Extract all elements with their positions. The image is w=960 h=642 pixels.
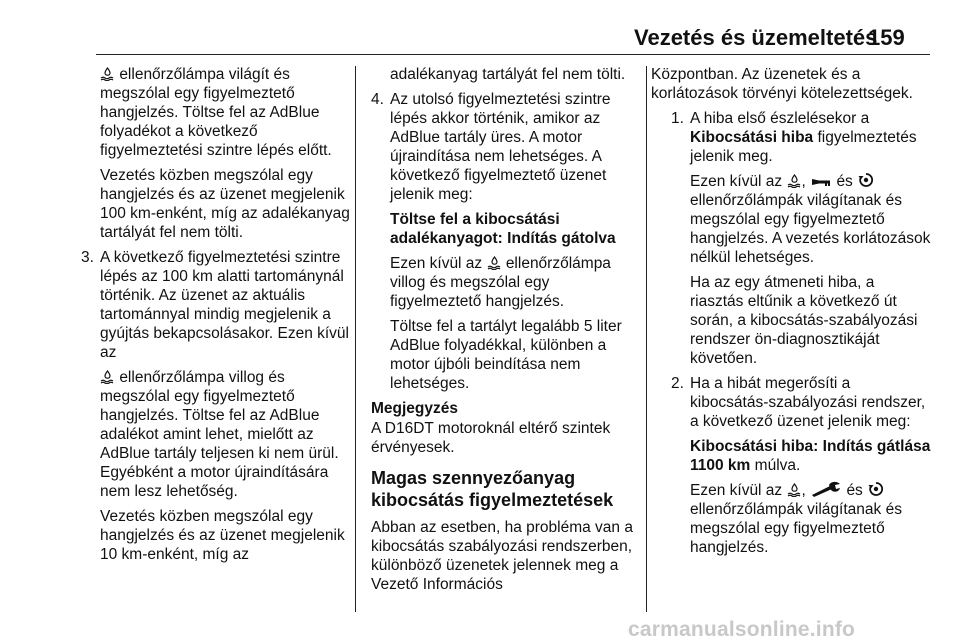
list-item — [371, 90, 633, 393]
warning-message-text: Kibocsátási hiba: Indítás gátlása 1100 km — [690, 438, 931, 474]
text: , — [801, 173, 806, 190]
list-number: 2. — [671, 375, 684, 392]
text: A következő figyelmeztetési szintre lépés az 100 km alatti tartománynál történik. Az üzenet az aktuális tartománnyal mindig megjelenik a gyújtás bekapcsolásakor. Ezen kívül az — [100, 249, 349, 361]
column-3 — [651, 65, 931, 563]
text: Ezen kívül az — [690, 482, 783, 499]
text: A hiba első észlelésekor a — [690, 110, 870, 127]
watermark: carmanualsonline.info — [628, 618, 856, 641]
paragraph — [100, 368, 350, 501]
text: ellenőrzőlámpák világítanak és megszólal egy figyelmeztető hangjelzés. A vezetés korlátozások nélkül lehetséges. — [690, 192, 931, 266]
paragraph: Vezetés közben megszólal egy hangjelzés és az üzenet megjelenik 10 km-enként, míg az — [100, 508, 345, 563]
list-item — [671, 374, 931, 557]
warning-message: Töltse fel a kibocsátási adalékanyagot: Indítás gátolva — [390, 211, 616, 247]
adblue-warning-icon — [787, 483, 802, 497]
text: Az utolsó figyelmeztetési szintre lépés akkor történik, amikor az AdBlue tartály üres. A motor újraindítása nem lehetséges. A következő figyelmeztető üzenet jelenik meg: — [390, 91, 611, 203]
list-number: 4. — [371, 91, 384, 108]
note-text: A D16DT motoroknál eltérő szintek érvényesek. — [371, 420, 611, 456]
warning-message: Kibocsátási hiba — [690, 129, 814, 146]
list-number: 1. — [671, 110, 684, 127]
note-heading: Megjegyzés — [371, 400, 459, 417]
text: Ezen kívül az — [390, 255, 483, 272]
text: Ezen kívül az — [690, 173, 783, 190]
text: figyelmeztetés jelenik meg. — [690, 129, 917, 165]
adblue-warning-icon — [487, 256, 502, 270]
adblue-warning-icon — [787, 174, 802, 188]
text: , — [801, 482, 806, 499]
column-2 — [371, 65, 633, 600]
paragraph — [390, 254, 633, 311]
paragraph: Töltse fel a tartályt legalább 5 liter AdBlue folyadékkal, különben a motor újbóli beindítása nem lehetséges. — [390, 318, 622, 392]
column-1 — [81, 65, 350, 570]
page-number: 159 — [868, 25, 905, 50]
text: múlva. — [754, 457, 801, 474]
header-rule — [96, 54, 930, 55]
paragraph — [690, 481, 931, 557]
paragraph — [690, 172, 931, 267]
header-title: Vezetés és üzemeltetés — [634, 25, 878, 50]
section-heading: Magas szennyezőanyag kibocsátás figyelmeztetések — [371, 468, 614, 510]
text: és — [846, 482, 863, 499]
adblue-warning-icon — [100, 370, 115, 384]
column-divider-left — [355, 66, 356, 612]
paragraph: Abban az esetben, ha probléma van a kibocsátás szabályozási rendszerben, különböző üzenetek jelennek meg a Vezető Információs — [371, 519, 633, 593]
key-icon — [810, 176, 832, 188]
text: Ha a hibát megerősíti a kibocsátás-szabályozási rendszer, a következő üzenet jelenik meg: — [690, 375, 926, 430]
text: ellenőrzőlámpa világít és megszólal egy figyelmeztető hangjelzés. Töltse fel az AdBlue folyadékot a következő figyelmeztetési szintre lépés előtt. — [100, 66, 332, 159]
paragraph — [100, 65, 350, 160]
text: ellenőrzőlámpa villog és megszólal egy figyelmeztető hangjelzés. Töltse fel az AdBlue adalékot amint lehet, mielőtt az AdBlue tartály teljesen ki nem ürül. Egyébként a motor újraindítására nem lesz lehetőség. — [100, 369, 339, 500]
list-number: 3. — [81, 249, 94, 266]
text: ellenőrzőlámpák világítanak és megszólal egy figyelmeztető hangjelzés. — [690, 501, 902, 556]
text: ellenőrzőlámpa villog és megszólal egy figyelmeztető hangjelzés. — [390, 255, 611, 310]
warning-message — [690, 437, 931, 475]
adblue-warning-icon — [100, 67, 115, 81]
engine-icon — [867, 481, 885, 497]
text: és — [836, 173, 853, 190]
engine-icon — [857, 172, 875, 188]
paragraph: Ha az egy átmeneti hiba, a riasztás eltűnik a következő út során, a kibocsátás-szabályozási rendszer ön-diagnosztikáját követően. — [690, 274, 918, 367]
indented-paragraph: Vezetés közben megszólal egy hangjelzés és az üzenet megjelenik 100 km-enként, míg az adalékanyag tartályát fel nem tölti. — [100, 167, 350, 241]
column-divider-right — [646, 66, 647, 612]
wrench-icon — [810, 481, 842, 497]
paragraph: adalékanyag tartályát fel nem tölti. — [390, 66, 626, 83]
list-item — [81, 248, 350, 362]
list-item — [671, 109, 931, 368]
paragraph: Központban. Az üzenetek és a korlátozások törvényi kötelezettségek. — [651, 66, 913, 102]
